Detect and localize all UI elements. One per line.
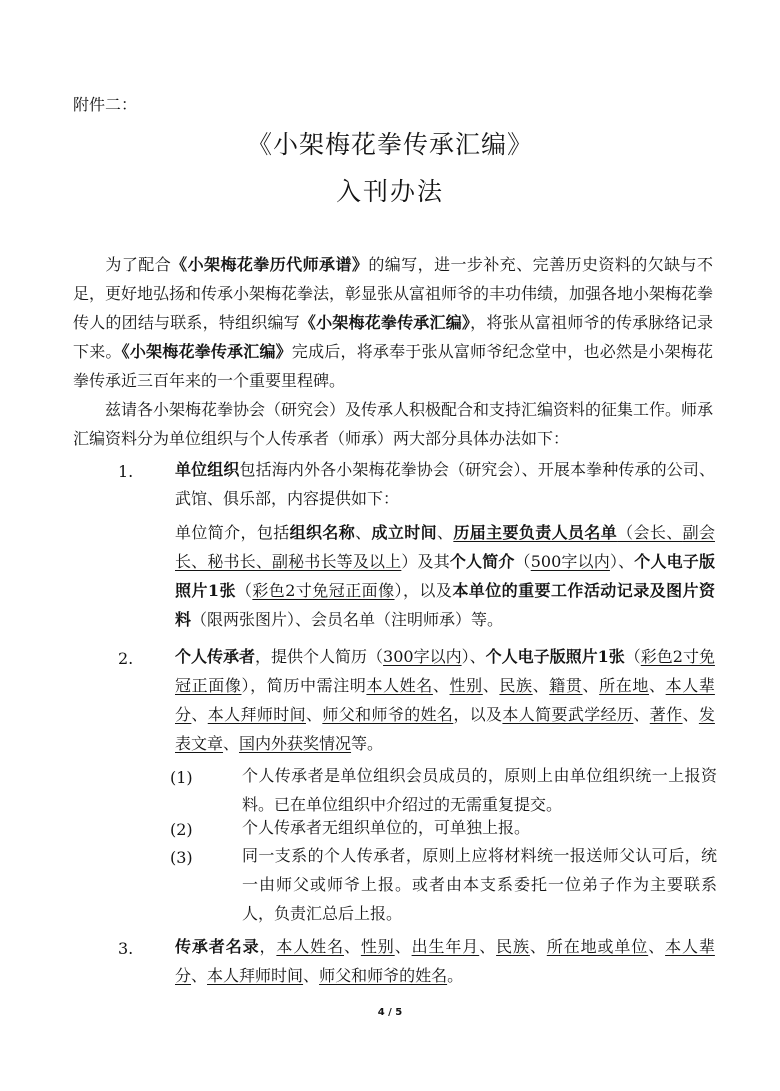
subitem-number: (2): [170, 820, 193, 839]
item1-text: 、: [436, 523, 454, 542]
method-paragraph: [73, 395, 713, 453]
item-number: 1.: [118, 462, 134, 481]
item1-field: 个人简介: [449, 552, 515, 571]
item2-text: （: [624, 647, 641, 666]
attachment-label: 附件二：: [73, 95, 138, 114]
item2-text: 、: [305, 705, 323, 724]
item3-text: 、: [394, 937, 412, 956]
item1-heading-paragraph: [175, 455, 715, 513]
item1-text: 包括海内外各小架梅花拳协会（研究会）、开展本拳种传承的公司、武馆、俱乐部，内容提供如下：: [175, 460, 715, 508]
item2-field: 本人拜师时间: [207, 705, 306, 724]
item2-field: 所在地: [599, 676, 650, 695]
item2-heading: 个人传承者: [175, 647, 256, 666]
intro-text: 完成后，将承奉于张从富师爷纪念堂中，也必然是小架梅花拳传承近三百年来的一个重要里程碑。: [73, 342, 713, 390]
item1-text: （: [235, 581, 253, 600]
method-text: 兹请各小架梅花拳协会（研究会）及传承人积极配合和支持汇编资料的征集工作。师承汇编资料分为单位组织与个人传承者（师承）两大部分具体办法如下：: [73, 400, 714, 448]
item1-text: （限两张图片）、会员名单（注明师承）等。: [191, 610, 504, 629]
item2-text: 、: [649, 676, 666, 695]
item2-text: 、: [582, 676, 600, 695]
book-title-genealogy: 《小架梅花拳历代师承谱》: [171, 255, 369, 274]
document-subtitle: 入刊办法: [335, 177, 444, 206]
item3-text: 、: [191, 966, 208, 985]
item3-field: 民族: [496, 937, 530, 956]
intro-text: ，将张从富祖师爷的传承脉络记录下来。: [73, 313, 713, 361]
item3-field: 本人姓名: [276, 937, 344, 956]
item3-text: 。: [447, 966, 464, 985]
item3-text: ，: [259, 937, 277, 956]
item3-text: 、: [648, 937, 666, 956]
item2-field: 本人辈分: [175, 676, 715, 724]
item3-field: 性别: [360, 937, 395, 956]
subitem-text: 个人传承者无组织单位的，可单独上报。: [242, 818, 531, 837]
item3-text: 、: [529, 937, 547, 956]
item2-text: ，提供个人简历（: [255, 647, 384, 666]
item3-paragraph: [175, 932, 715, 990]
item1-field: 本单位的重要工作活动记录及图片资料: [175, 581, 715, 629]
item2-field: 著作: [649, 705, 683, 724]
item3-text: 、: [303, 966, 320, 985]
page-number: 4 / 5: [377, 1007, 403, 1018]
item1-field: 500字以内: [530, 552, 610, 571]
item2-text: 等。: [351, 734, 384, 753]
item3-field: 本人拜师时间: [207, 966, 304, 985]
subitem-text: 同一支系的个人传承者，原则上应将材料统一报送师父认可后，统一由师父或师爷上报。或者由本支系委托一位弟子作为主要联系人，负责汇总后上报。: [242, 846, 717, 923]
item1-field: 副会长、秘书长、副秘书长等及以上: [175, 523, 715, 571]
item2-text: 、: [633, 705, 650, 724]
item1-text: ），以及: [394, 581, 453, 600]
subitem-number: (3): [170, 848, 193, 867]
item2-field: 本人姓名: [366, 676, 433, 695]
item1-heading: 单位组织: [175, 460, 240, 479]
item2-text: ），简历中需注明: [241, 676, 367, 695]
intro-text: 的编写，进一步补充、完善历史资料的欠缺与不足，更好地弘扬和传承小架梅花拳法，彰显张从富祖师爷的丰功伟绩，加强各地小架梅花拳传人的团结与联系，特组织编写: [73, 255, 714, 332]
item2-paragraph: [175, 642, 715, 758]
item2-field: 师父和师爷的姓名: [322, 705, 454, 724]
item2-text: 、: [191, 705, 208, 724]
item2-text: ，以及: [453, 705, 503, 724]
item1-text: （会长、: [617, 523, 683, 542]
item3-field: 师父和师爷的姓名: [319, 966, 448, 985]
item-number: 2.: [118, 649, 134, 668]
item1-field: 历届主要负责人员名单: [453, 523, 618, 542]
subitem-number: (1): [170, 768, 193, 787]
item2-field: 彩色2寸免冠正面像: [175, 647, 715, 695]
item3-text: 、: [479, 937, 497, 956]
item2-text: 、: [682, 705, 699, 724]
item1-field: 成立时间: [371, 523, 437, 542]
item2-field: 国内外获奖情况: [239, 734, 352, 753]
intro-text: 为了配合: [105, 255, 172, 274]
item1-text: 单位简介，包括: [175, 523, 290, 542]
item1-field: 彩色2寸免冠正面像: [252, 581, 395, 600]
item1-field: 组织名称: [289, 523, 356, 542]
item2-field: 300字以内: [383, 647, 462, 666]
item3-field: 本人辈分: [175, 937, 715, 985]
subitem-text: 个人传承者是单位组织会员成员的，原则上由单位组织统一上报资料。已在单位组织中介绍过的无需重复提交。: [242, 766, 717, 814]
item2-field: 民族: [499, 676, 533, 695]
document-title: 《小架梅花拳传承汇编》: [246, 130, 533, 159]
item2-text: 、: [482, 676, 500, 695]
item1-text: 、: [355, 523, 372, 542]
item1-text: ）及其: [401, 552, 450, 571]
item1-text: （: [514, 552, 531, 571]
item2-field: 发表文章: [175, 705, 715, 753]
book-title-compilation: 《小架梅花拳传承汇编》: [121, 342, 292, 361]
item1-field: 个人电子版照片1张: [175, 552, 715, 600]
item2-text: ）、: [461, 647, 486, 666]
item1-text: ）、: [609, 552, 635, 571]
book-title-compilation: 《小架梅花拳传承汇编》: [299, 313, 471, 332]
item2-field: 个人电子版照片1张: [485, 647, 625, 666]
item1-detail-paragraph: [175, 518, 715, 634]
intro-paragraph: [73, 250, 713, 395]
item3-field: 所在地或单位: [546, 937, 649, 956]
item3-heading: 传承者名录: [175, 937, 260, 956]
item2-text: 、: [432, 676, 450, 695]
item3-field: 出生年月: [411, 937, 480, 956]
item-number: 3.: [118, 939, 134, 958]
item2-field: 本人简要武学经历: [502, 705, 634, 724]
item2-text: 、: [223, 734, 240, 753]
item3-text: 、: [343, 937, 361, 956]
item2-field: 籍贯: [549, 676, 583, 695]
item2-field: 性别: [449, 676, 483, 695]
item2-text: 、: [532, 676, 550, 695]
